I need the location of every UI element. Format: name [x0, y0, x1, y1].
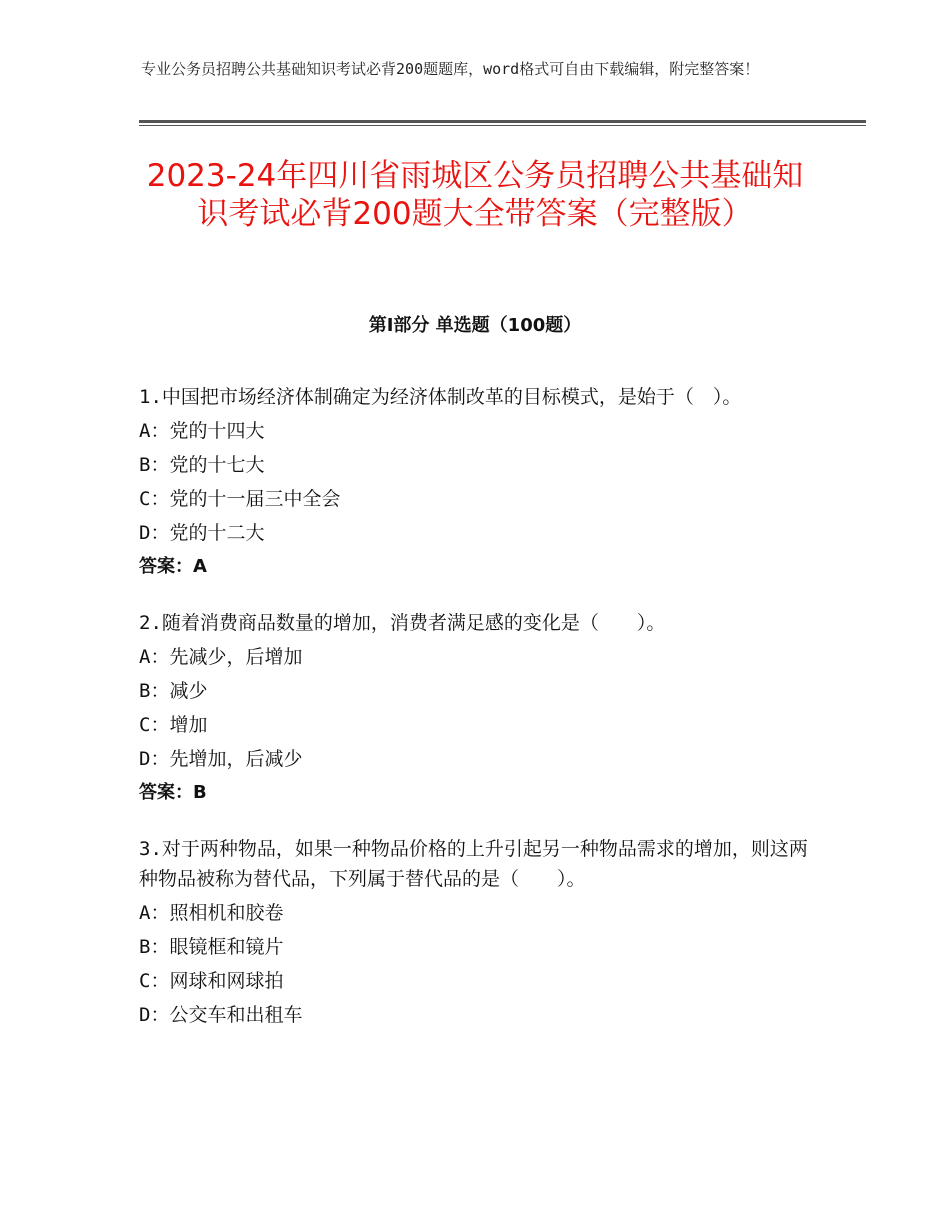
- option-a: A：党的十四大: [139, 420, 265, 442]
- option-c: C：党的十一届三中全会: [139, 488, 341, 510]
- option-a: A：先减少，后增加: [139, 646, 303, 668]
- option-c: C：增加: [139, 714, 208, 736]
- header-divider-thin: [139, 125, 866, 126]
- question-list: [139, 382, 811, 1056]
- option-d: D：公交车和出租车: [139, 1004, 303, 1026]
- option-b: B：减少: [139, 680, 208, 702]
- question-stem: 2.随着消费商品数量的增加，消费者满足感的变化是（ ）。: [139, 612, 666, 634]
- question-3: [139, 834, 811, 1030]
- answer-label: 答案：A: [139, 556, 207, 577]
- answer-label: 答案：B: [139, 782, 207, 803]
- question-2: [139, 608, 811, 808]
- document-title: 2023-24年四川省雨城区公务员招聘公共基础知识考试必背200题大全带答案（完整版）: [146, 158, 804, 232]
- header-divider-thick: [139, 120, 866, 123]
- question-1: [139, 382, 811, 582]
- option-d: D：党的十二大: [139, 522, 265, 544]
- option-b: B：党的十七大: [139, 454, 265, 476]
- option-c: C：网球和网球拍: [139, 970, 284, 992]
- header-note: 专业公务员招聘公共基础知识考试必背200题题库，word格式可自由下载编辑，附完整答案！: [141, 60, 760, 78]
- option-b: B：眼镜框和镜片: [139, 936, 284, 958]
- option-a: A：照相机和胶卷: [139, 902, 284, 924]
- question-stem: 3.对于两种物品，如果一种物品价格的上升引起另一种物品需求的增加，则这两种物品被称为替代品，下列属于替代品的是（ ）。: [139, 838, 808, 890]
- question-stem: 1.中国把市场经济体制确定为经济体制改革的目标模式，是始于（ ）。: [139, 386, 742, 408]
- option-d: D：先增加，后减少: [139, 748, 303, 770]
- section-heading: 第I部分 单选题（100题）: [368, 315, 582, 336]
